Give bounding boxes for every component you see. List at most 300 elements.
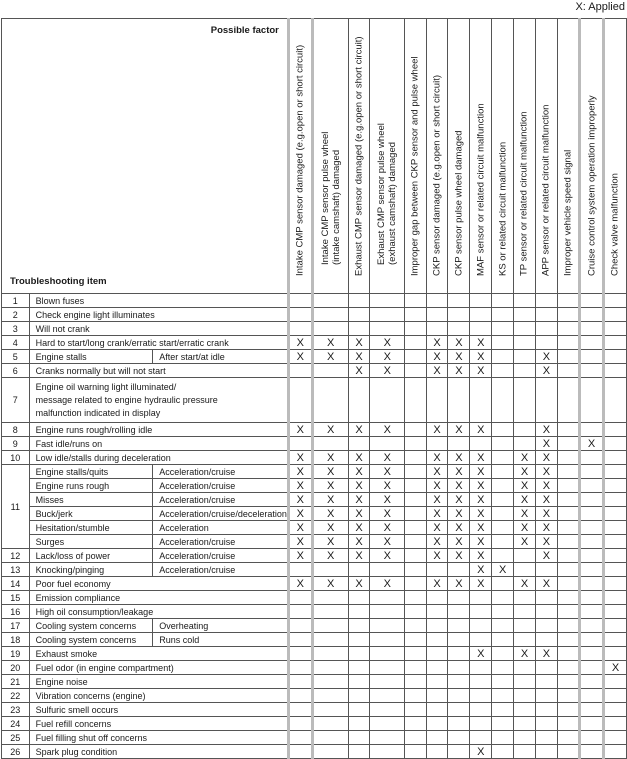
applied-cell [312, 661, 348, 675]
applied-cell [557, 308, 579, 322]
troubleshooting-item: Low idle/stalls during deceleration [29, 451, 288, 465]
applied-cell [288, 563, 312, 577]
applied-cell [603, 577, 626, 591]
applied-cell [288, 619, 312, 633]
applied-cell [312, 364, 348, 378]
applied-cell [370, 437, 405, 451]
applied-cell [603, 378, 626, 423]
applied-cell [370, 703, 405, 717]
applied-cell [514, 336, 536, 350]
troubleshooting-item: Will not crank [29, 322, 288, 336]
applied-cell [603, 336, 626, 350]
applied-cell: X [348, 336, 370, 350]
applied-cell [312, 717, 348, 731]
applied-cell [492, 437, 514, 451]
applied-cell [312, 745, 348, 759]
applied-cell [288, 689, 312, 703]
row-number: 22 [2, 689, 30, 703]
applied-cell [312, 689, 348, 703]
applied-cell [405, 336, 426, 350]
condition: Acceleration/cruise [153, 465, 289, 479]
applied-cell: X [312, 577, 348, 591]
applied-cell: X [370, 451, 405, 465]
factor-column-header [492, 19, 514, 294]
factor-label: Improper gap between CKP sensor and pulse wheel [409, 56, 421, 276]
row-number: 15 [2, 591, 30, 605]
applied-cell [535, 619, 557, 633]
applied-cell [580, 336, 604, 350]
applied-cell [405, 437, 426, 451]
applied-cell [405, 549, 426, 563]
applied-cell [448, 619, 470, 633]
condition: Acceleration/cruise [153, 535, 289, 549]
applied-cell [405, 535, 426, 549]
applied-cell [348, 717, 370, 731]
applied-cell: X [535, 535, 557, 549]
applied-cell [580, 521, 604, 535]
table-row [2, 563, 627, 577]
applied-cell [426, 675, 448, 689]
applied-cell [448, 591, 470, 605]
applied-cell [370, 563, 405, 577]
applied-cell [492, 336, 514, 350]
applied-cell [426, 731, 448, 745]
applied-cell [492, 647, 514, 661]
applied-cell [288, 675, 312, 689]
applied-cell [492, 364, 514, 378]
applied-cell [557, 521, 579, 535]
applied-cell [405, 507, 426, 521]
applied-cell [557, 647, 579, 661]
applied-cell: X [348, 465, 370, 479]
row-number: 2 [2, 308, 30, 322]
table-row [2, 717, 627, 731]
factor-column-header [557, 19, 579, 294]
applied-cell [405, 479, 426, 493]
applied-cell: X [535, 549, 557, 563]
troubleshooting-item: Engine stalls [29, 350, 153, 364]
applied-cell [535, 661, 557, 675]
row-number: 10 [2, 451, 30, 465]
applied-cell [557, 731, 579, 745]
applied-cell [492, 675, 514, 689]
applied-cell [470, 703, 492, 717]
row-number: 21 [2, 675, 30, 689]
applied-cell: X [348, 535, 370, 549]
applied-cell [370, 731, 405, 745]
applied-cell [557, 535, 579, 549]
applied-cell [514, 731, 536, 745]
applied-cell [535, 745, 557, 759]
applied-cell [514, 717, 536, 731]
troubleshooting-item: Fuel filling shut off concerns [29, 731, 288, 745]
troubleshooting-item: Cooling system concerns [29, 633, 153, 647]
applied-cell [580, 745, 604, 759]
applied-cell: X [603, 661, 626, 675]
applied-cell [405, 350, 426, 364]
applied-cell: X [448, 507, 470, 521]
applied-cell [405, 563, 426, 577]
row-number: 18 [2, 633, 30, 647]
applied-cell [535, 378, 557, 423]
applied-cell [312, 294, 348, 308]
applied-cell [348, 703, 370, 717]
applied-cell: X [470, 535, 492, 549]
applied-cell [514, 619, 536, 633]
applied-cell [514, 745, 536, 759]
applied-cell: X [370, 350, 405, 364]
applied-cell [514, 308, 536, 322]
applied-cell [470, 675, 492, 689]
row-number: 5 [2, 350, 30, 364]
troubleshooting-item: Fast idle/runs on [29, 437, 288, 451]
applied-cell [448, 605, 470, 619]
applied-cell: X [288, 350, 312, 364]
row-number: 19 [2, 647, 30, 661]
applied-cell [370, 675, 405, 689]
applied-cell [514, 661, 536, 675]
applied-cell: X [288, 535, 312, 549]
applied-cell: X [448, 493, 470, 507]
applied-cell [580, 689, 604, 703]
applied-cell [405, 423, 426, 437]
row-number: 9 [2, 437, 30, 451]
applied-cell: X [348, 549, 370, 563]
troubleshooting-item-label: Troubleshooting item [10, 276, 107, 287]
applied-cell [580, 322, 604, 336]
applied-cell [603, 689, 626, 703]
applied-cell [603, 350, 626, 364]
factor-column-header [370, 19, 405, 294]
applied-cell [535, 322, 557, 336]
applied-cell: X [348, 423, 370, 437]
applied-cell: X [426, 521, 448, 535]
applied-cell [405, 633, 426, 647]
applied-cell [312, 731, 348, 745]
applied-cell [580, 703, 604, 717]
applied-cell: X [470, 493, 492, 507]
applied-cell: X [288, 577, 312, 591]
applied-cell [426, 591, 448, 605]
applied-cell [603, 322, 626, 336]
troubleshooting-item: Exhaust smoke [29, 647, 288, 661]
applied-cell [470, 322, 492, 336]
applied-cell [288, 322, 312, 336]
applied-cell: X [470, 336, 492, 350]
applied-cell [603, 423, 626, 437]
troubleshooting-item: Buck/jerk [29, 507, 153, 521]
applied-cell [492, 703, 514, 717]
applied-cell: X [535, 437, 557, 451]
applied-cell [405, 322, 426, 336]
troubleshooting-item: Fuel odor (in engine compartment) [29, 661, 288, 675]
applied-cell [470, 689, 492, 703]
applied-cell: X [535, 451, 557, 465]
applied-cell: X [448, 577, 470, 591]
applied-cell [348, 591, 370, 605]
applied-cell: X [426, 535, 448, 549]
applied-cell [405, 577, 426, 591]
applied-cell: X [312, 549, 348, 563]
applied-cell [348, 745, 370, 759]
troubleshooting-item: Cooling system concerns [29, 619, 153, 633]
applied-cell [426, 661, 448, 675]
applied-cell [557, 493, 579, 507]
applied-cell: X [470, 507, 492, 521]
applied-cell [535, 294, 557, 308]
applied-cell: X [288, 493, 312, 507]
row-number: 24 [2, 717, 30, 731]
applied-cell [603, 647, 626, 661]
applied-cell [603, 633, 626, 647]
applied-cell [426, 605, 448, 619]
applied-cell [492, 661, 514, 675]
applied-cell [405, 493, 426, 507]
applied-cell: X [426, 577, 448, 591]
applied-cell: X [370, 549, 405, 563]
applied-cell: X [535, 521, 557, 535]
applied-cell: X [370, 577, 405, 591]
applied-cell [557, 549, 579, 563]
factor-label: CKP sensor damaged (e.g.open or short circuit) [431, 74, 443, 276]
applied-cell [535, 731, 557, 745]
applied-cell [348, 294, 370, 308]
table-row [2, 591, 627, 605]
row-number: 23 [2, 703, 30, 717]
troubleshooting-item: Engine stalls/quits [29, 465, 153, 479]
applied-cell [514, 633, 536, 647]
applied-cell [535, 717, 557, 731]
applied-cell: X [514, 535, 536, 549]
table-row [2, 437, 627, 451]
condition: After start/at idle [153, 350, 289, 364]
applied-cell [448, 378, 470, 423]
table-row [2, 605, 627, 619]
applied-cell [603, 731, 626, 745]
applied-cell: X [448, 423, 470, 437]
applied-cell [514, 423, 536, 437]
applied-cell [557, 619, 579, 633]
applied-cell [580, 507, 604, 521]
applied-cell [580, 675, 604, 689]
applied-cell [426, 689, 448, 703]
applied-cell: X [288, 423, 312, 437]
applied-cell [405, 294, 426, 308]
applied-cell [557, 633, 579, 647]
troubleshooting-item: Lack/loss of power [29, 549, 153, 563]
applied-cell [580, 364, 604, 378]
troubleshooting-item: Cranks normally but will not start [29, 364, 288, 378]
applied-cell [535, 703, 557, 717]
applied-cell: X [426, 493, 448, 507]
applied-cell [603, 563, 626, 577]
applied-cell [312, 605, 348, 619]
condition: Acceleration/cruise [153, 493, 289, 507]
factor-column-header [288, 19, 312, 294]
applied-cell: X [288, 549, 312, 563]
applied-cell: X [348, 364, 370, 378]
row-number: 4 [2, 336, 30, 350]
applied-cell: X [426, 479, 448, 493]
applied-cell [557, 336, 579, 350]
applied-cell [557, 364, 579, 378]
applied-cell [470, 633, 492, 647]
applied-cell [288, 717, 312, 731]
condition: Acceleration/cruise/deceleration [153, 507, 289, 521]
applied-cell: X [514, 451, 536, 465]
applied-cell [288, 605, 312, 619]
applied-cell [514, 675, 536, 689]
applied-cell [492, 350, 514, 364]
applied-cell [312, 591, 348, 605]
row-number: 11 [2, 465, 30, 549]
applied-cell [580, 535, 604, 549]
applied-cell: X [448, 549, 470, 563]
row-number: 14 [2, 577, 30, 591]
applied-cell [557, 423, 579, 437]
troubleshooting-item: Misses [29, 493, 153, 507]
applied-cell: X [426, 364, 448, 378]
table-row [2, 423, 627, 437]
applied-cell: X [426, 451, 448, 465]
applied-cell: X [535, 479, 557, 493]
factor-column-header [426, 19, 448, 294]
applied-cell: X [514, 493, 536, 507]
factor-label: Check valve malfunction [609, 173, 621, 276]
applied-cell [448, 717, 470, 731]
applied-cell [603, 591, 626, 605]
troubleshooting-item: Check engine light illuminates [29, 308, 288, 322]
condition: Acceleration/cruise [153, 549, 289, 563]
troubleshooting-item: Hard to start/long crank/erratic start/erratic crank [29, 336, 288, 350]
applied-cell [535, 591, 557, 605]
applied-cell [557, 745, 579, 759]
applied-cell [535, 633, 557, 647]
row-number: 8 [2, 423, 30, 437]
applied-cell [348, 308, 370, 322]
applied-cell [492, 294, 514, 308]
applied-cell [535, 605, 557, 619]
applied-cell [405, 675, 426, 689]
applied-cell [470, 308, 492, 322]
applied-cell [426, 322, 448, 336]
applied-cell [448, 563, 470, 577]
applied-cell [580, 549, 604, 563]
applied-cell: X [535, 577, 557, 591]
applied-cell [426, 647, 448, 661]
applied-cell: X [348, 507, 370, 521]
applied-cell [535, 689, 557, 703]
applied-cell [426, 619, 448, 633]
applied-cell [348, 322, 370, 336]
applied-cell [370, 661, 405, 675]
applied-cell [426, 378, 448, 423]
factor-label: Intake CMP sensor damaged (e.g.open or short circuit) [294, 44, 306, 276]
row-number: 25 [2, 731, 30, 745]
applied-cell [514, 591, 536, 605]
applied-cell: X [514, 465, 536, 479]
applied-cell: X [348, 451, 370, 465]
applied-cell [312, 308, 348, 322]
factor-column-header [470, 19, 492, 294]
factor-label: Intake CMP sensor pulse wheel (intake camshaft) damaged [319, 131, 342, 265]
applied-cell: X [448, 364, 470, 378]
applied-cell [580, 350, 604, 364]
table-row [2, 577, 627, 591]
factor-label: TP sensor or related circuit malfunction [518, 111, 530, 276]
troubleshooting-item: Fuel refill concerns [29, 717, 288, 731]
applied-cell [312, 619, 348, 633]
applied-cell [348, 563, 370, 577]
applied-cell [557, 563, 579, 577]
applied-cell [557, 605, 579, 619]
applied-cell: X [348, 521, 370, 535]
applied-cell: X [448, 350, 470, 364]
table-row [2, 633, 627, 647]
condition: Acceleration/cruise [153, 563, 289, 577]
applied-cell [580, 591, 604, 605]
applied-cell [288, 731, 312, 745]
troubleshooting-item: Blown fuses [29, 294, 288, 308]
factor-label: MAF sensor or related circuit malfunction [475, 103, 487, 276]
applied-cell [492, 378, 514, 423]
applied-cell: X [426, 423, 448, 437]
troubleshooting-item: Engine runs rough/rolling idle [29, 423, 288, 437]
applied-cell: X [470, 577, 492, 591]
applied-cell [557, 717, 579, 731]
applied-cell [312, 322, 348, 336]
table-row [2, 507, 627, 521]
row-number: 1 [2, 294, 30, 308]
applied-cell [470, 661, 492, 675]
applied-cell [448, 703, 470, 717]
applied-cell [580, 465, 604, 479]
row-number: 20 [2, 661, 30, 675]
applied-cell [492, 507, 514, 521]
applied-cell [448, 675, 470, 689]
applied-cell [580, 451, 604, 465]
applied-cell [405, 591, 426, 605]
applied-cell: X [535, 507, 557, 521]
applied-cell [580, 647, 604, 661]
applied-cell [370, 605, 405, 619]
applied-cell [514, 322, 536, 336]
applied-cell [426, 633, 448, 647]
applied-cell [370, 308, 405, 322]
applied-cell [405, 465, 426, 479]
factor-label: Exhaust CMP sensor damaged (e.g.open or short circuit) [353, 36, 365, 276]
applied-cell: X [470, 350, 492, 364]
applied-cell: X [312, 336, 348, 350]
applied-cell [603, 703, 626, 717]
table-row [2, 535, 627, 549]
applied-cell: X [580, 437, 604, 451]
row-number: 26 [2, 745, 30, 759]
applied-cell [470, 294, 492, 308]
troubleshooting-item: Emission compliance [29, 591, 288, 605]
table-row [2, 493, 627, 507]
applied-cell [470, 605, 492, 619]
applied-cell [557, 689, 579, 703]
applied-cell [580, 633, 604, 647]
applied-cell [426, 437, 448, 451]
applied-cell [557, 294, 579, 308]
applied-cell [557, 479, 579, 493]
applied-cell: X [535, 493, 557, 507]
applied-cell [492, 619, 514, 633]
table-row [2, 521, 627, 535]
applied-cell [514, 563, 536, 577]
